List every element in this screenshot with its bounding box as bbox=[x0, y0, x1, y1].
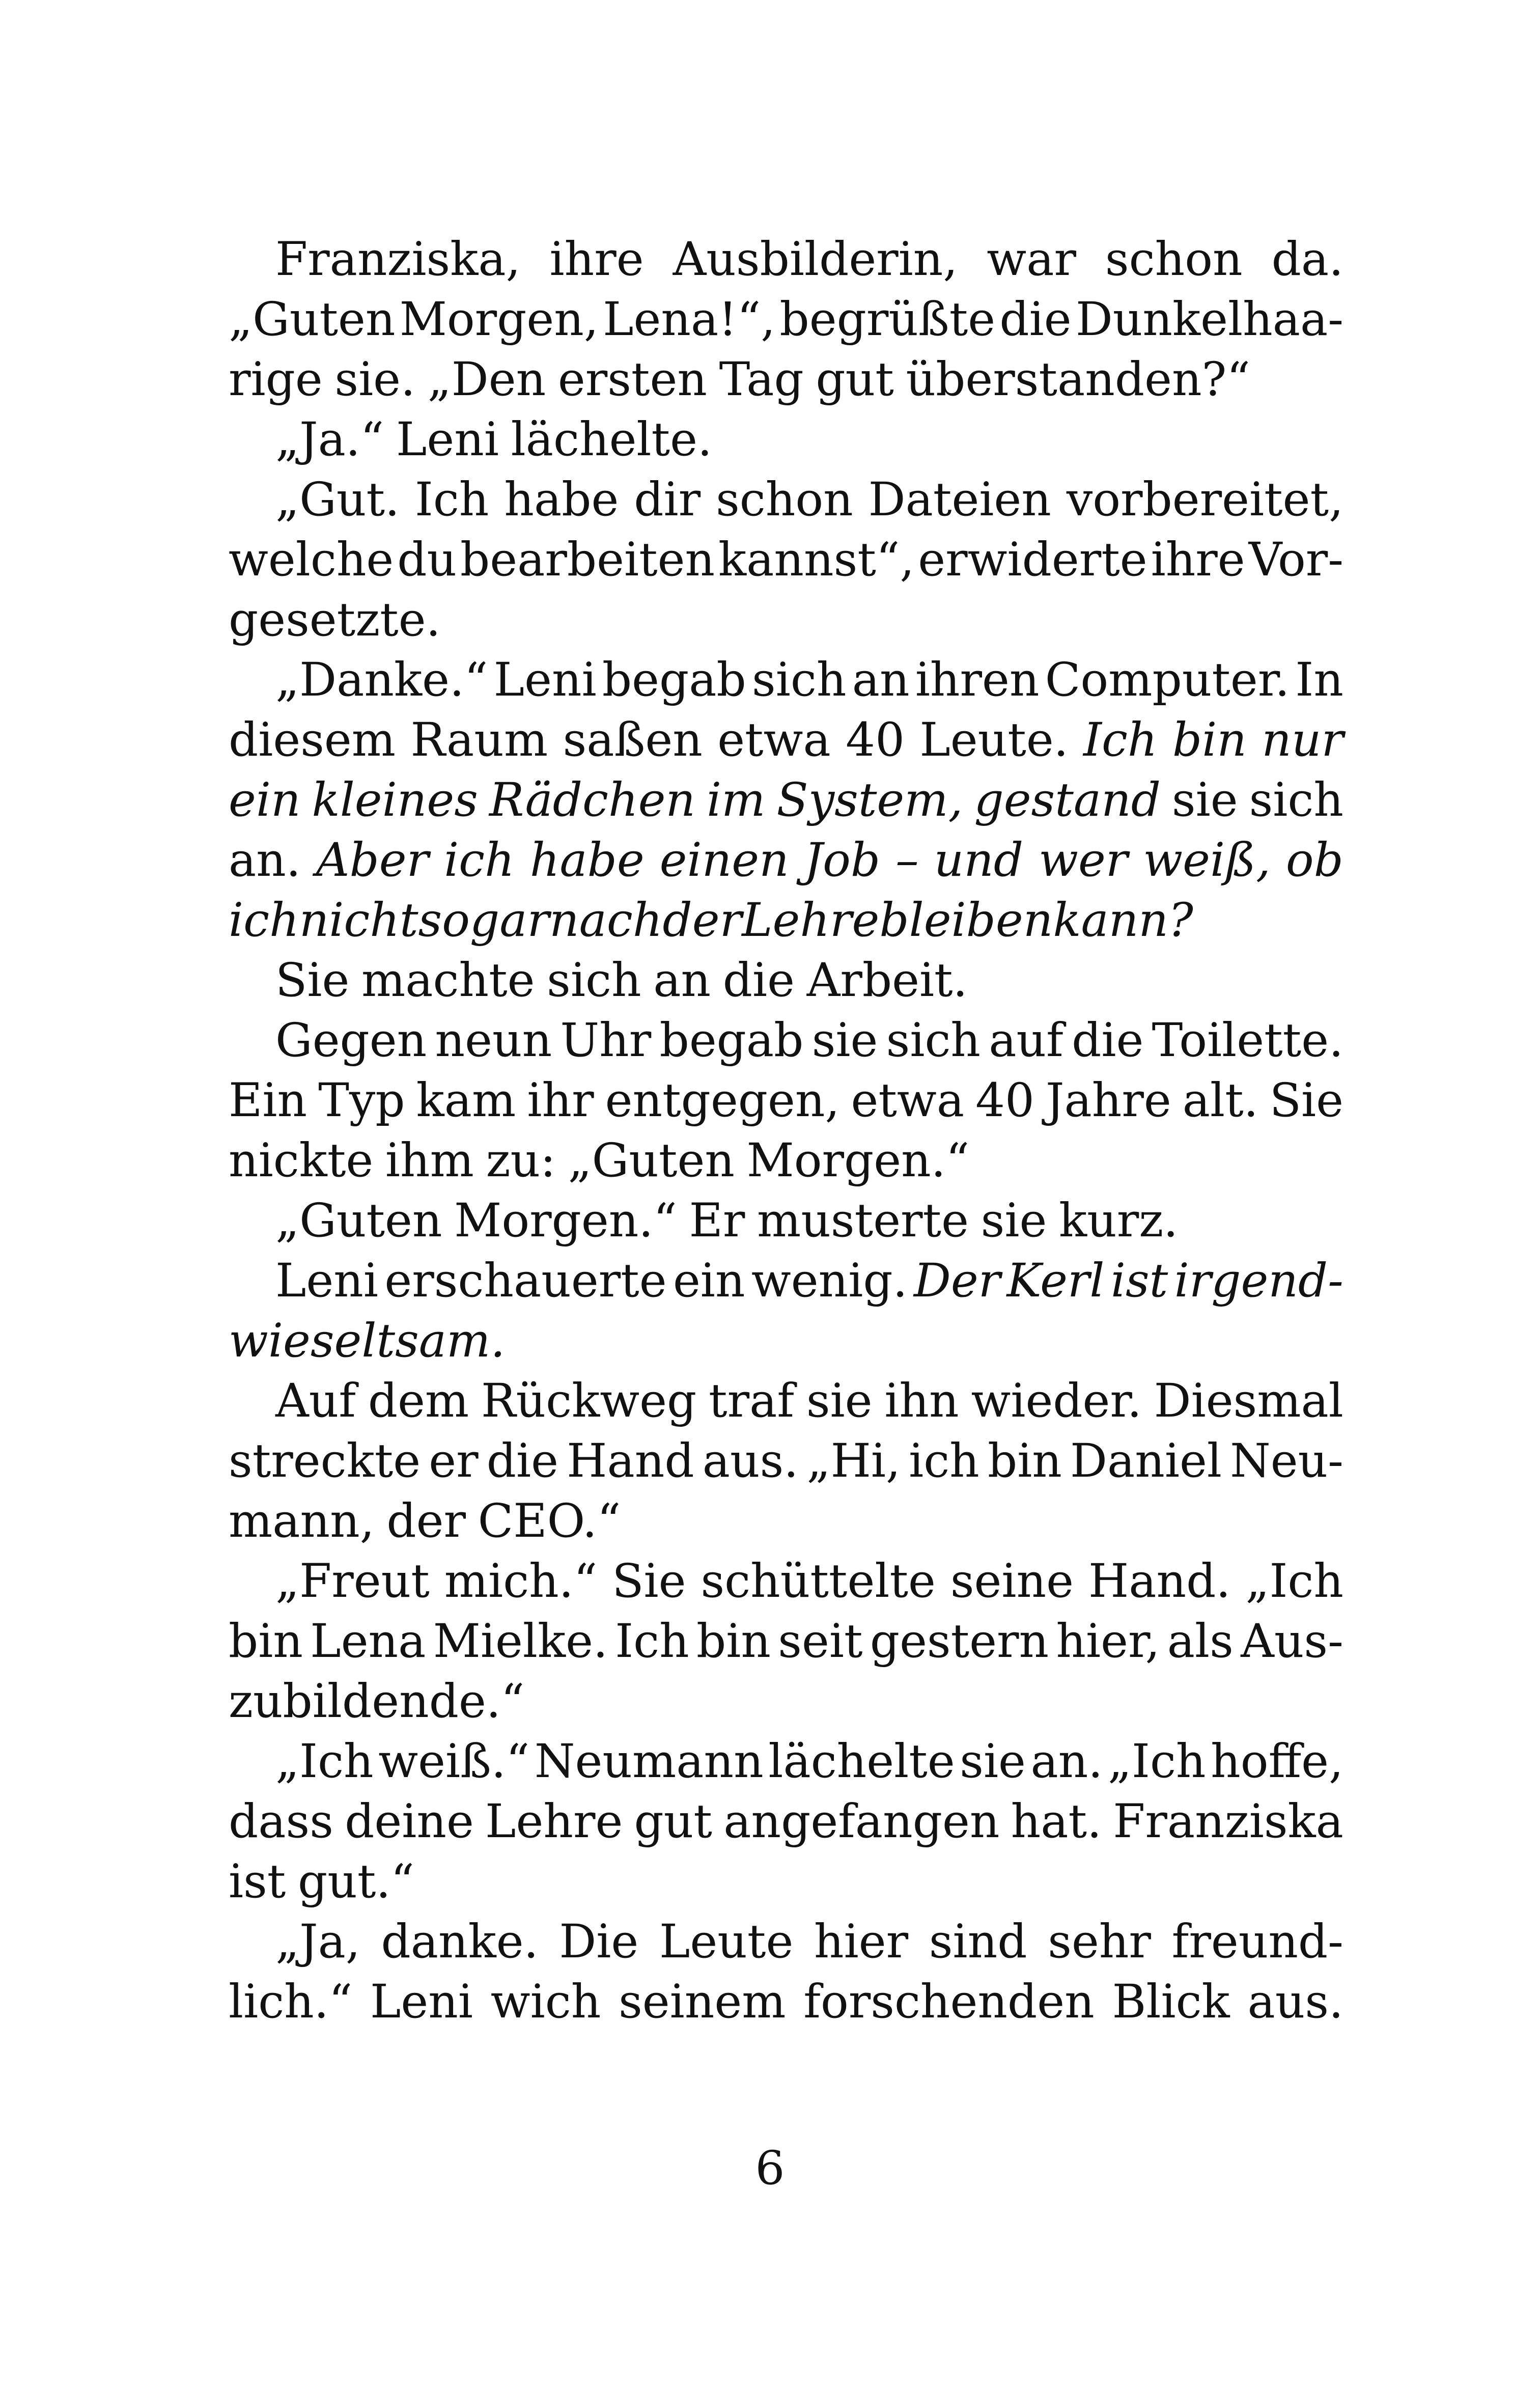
word: als bbox=[1167, 1615, 1234, 1668]
word: „Ich bbox=[275, 1735, 374, 1788]
word: erschauerte bbox=[384, 1254, 667, 1308]
word: ihren bbox=[915, 653, 1040, 707]
word: danke. bbox=[381, 1915, 539, 1969]
word: gut bbox=[634, 1795, 712, 1848]
text-line bbox=[229, 891, 1343, 951]
word: nickte bbox=[229, 1134, 374, 1187]
text-line bbox=[229, 951, 1343, 1011]
word: seinem bbox=[619, 1975, 786, 2029]
word: Uhr bbox=[560, 1014, 652, 1067]
word: Gegen bbox=[275, 1014, 427, 1067]
word: Lehre bbox=[742, 894, 880, 947]
word: du bbox=[397, 533, 457, 587]
word: ist bbox=[229, 1855, 286, 1908]
word: „Guten bbox=[568, 1134, 735, 1187]
word: „Gut. bbox=[275, 473, 400, 527]
word: sie bbox=[806, 1374, 873, 1428]
word: einen bbox=[659, 834, 789, 887]
word: Typ bbox=[318, 1074, 405, 1127]
word: hoffe, bbox=[1211, 1735, 1343, 1788]
word: dass bbox=[229, 1795, 333, 1848]
word: Daniel bbox=[1070, 1434, 1222, 1488]
word: neun bbox=[435, 1014, 552, 1067]
text-line bbox=[229, 1071, 1343, 1131]
word: Lehre bbox=[485, 1795, 623, 1848]
word: an bbox=[653, 954, 711, 1007]
text-line bbox=[229, 1011, 1343, 1071]
word: bin bbox=[987, 1434, 1062, 1488]
word: Ich bbox=[414, 473, 489, 527]
word: mann, bbox=[229, 1494, 375, 1548]
word: kurz. bbox=[1058, 1194, 1179, 1248]
word: Morgen.“ bbox=[746, 1134, 970, 1187]
word: Leni bbox=[396, 413, 499, 466]
word: wer bbox=[1039, 834, 1128, 887]
word: musterte bbox=[757, 1194, 969, 1248]
word: ihre bbox=[549, 233, 644, 286]
word: weiß, bbox=[1143, 834, 1271, 887]
word: und bbox=[934, 834, 1024, 887]
word: Leni bbox=[275, 1254, 378, 1308]
word: ich bbox=[909, 1434, 979, 1488]
word: Kerl bbox=[1006, 1254, 1105, 1308]
text-line bbox=[229, 1792, 1343, 1852]
word: ob bbox=[1285, 834, 1343, 887]
word: Dunkelhaa- bbox=[1075, 293, 1343, 346]
word: freund- bbox=[1171, 1915, 1343, 1969]
text-line bbox=[229, 1491, 1343, 1552]
word: begab bbox=[602, 653, 746, 707]
word: ich bbox=[444, 834, 515, 887]
word: kannst“, bbox=[718, 533, 915, 587]
text-line bbox=[229, 1912, 1343, 1972]
text-line bbox=[229, 1191, 1343, 1251]
word: irgend- bbox=[1174, 1254, 1343, 1308]
text-line bbox=[229, 1972, 1343, 2032]
word: an. bbox=[1030, 1735, 1103, 1788]
word: Vor- bbox=[1248, 533, 1343, 587]
word: Neu- bbox=[1230, 1434, 1343, 1488]
word: Auf bbox=[275, 1374, 356, 1428]
word: dir bbox=[634, 473, 701, 527]
word: Ein bbox=[229, 1074, 307, 1127]
word: war bbox=[987, 233, 1076, 286]
word: sich bbox=[547, 954, 641, 1007]
text-line bbox=[229, 830, 1343, 891]
word: Die bbox=[559, 1915, 639, 1969]
word: schon bbox=[1105, 233, 1243, 286]
word: Der bbox=[913, 1254, 1001, 1308]
word: „Freut bbox=[275, 1555, 430, 1608]
word: „Guten bbox=[229, 293, 396, 346]
body-text bbox=[229, 230, 1343, 2032]
page-number: 6 bbox=[755, 2142, 785, 2195]
word: Franziska, bbox=[275, 233, 521, 286]
word: nach bbox=[549, 894, 663, 947]
word: ihn bbox=[884, 1374, 959, 1428]
text-line bbox=[229, 1311, 1343, 1371]
word: schon bbox=[716, 473, 853, 527]
word: im bbox=[707, 773, 766, 827]
word: Franziska bbox=[1113, 1795, 1343, 1848]
word: gut bbox=[816, 353, 894, 406]
word: ersten bbox=[557, 353, 707, 406]
word: ihm bbox=[385, 1134, 474, 1187]
word: ein bbox=[229, 773, 301, 827]
word: machte bbox=[361, 954, 535, 1007]
word: nur bbox=[1262, 713, 1343, 767]
word: weiß.“ bbox=[378, 1735, 530, 1788]
text-line bbox=[229, 1672, 1343, 1732]
word: welche bbox=[229, 533, 394, 587]
word: lächelte bbox=[768, 1735, 955, 1788]
word: sich bbox=[1249, 773, 1343, 827]
word: saßen bbox=[563, 713, 703, 767]
word: traf bbox=[709, 1374, 795, 1428]
word: bin bbox=[696, 1615, 771, 1668]
word: seit bbox=[778, 1615, 863, 1668]
text-line bbox=[229, 470, 1343, 530]
text-line bbox=[229, 1852, 1343, 1912]
word: vorbereitet, bbox=[1066, 473, 1343, 527]
word: die bbox=[486, 1434, 559, 1488]
word: ihr bbox=[527, 1074, 594, 1127]
word: kam bbox=[416, 1074, 516, 1127]
word: bin bbox=[229, 1615, 303, 1668]
word: Dateien bbox=[868, 473, 1051, 527]
word: diesem bbox=[229, 713, 396, 767]
word: wich bbox=[490, 1975, 601, 2029]
text-line bbox=[229, 1431, 1343, 1491]
word: bleiben bbox=[879, 894, 1053, 947]
text-line bbox=[229, 1251, 1343, 1311]
word: hier bbox=[814, 1915, 909, 1969]
word: Er bbox=[689, 1194, 745, 1248]
word: Sie bbox=[612, 1555, 686, 1608]
word: Raum bbox=[410, 713, 548, 767]
word: 40 bbox=[846, 713, 905, 767]
word: Neumann bbox=[534, 1735, 764, 1788]
word: er bbox=[429, 1434, 479, 1488]
word: hat. bbox=[1011, 1795, 1102, 1848]
word: etwa bbox=[851, 1074, 965, 1127]
word: sie bbox=[960, 1735, 1026, 1788]
word: Jahre bbox=[1046, 1074, 1171, 1127]
word: „Danke.“ bbox=[275, 653, 488, 707]
word: rige bbox=[229, 353, 323, 406]
word: erwiderte bbox=[918, 533, 1147, 587]
word: überstanden?“ bbox=[906, 353, 1250, 406]
word: der bbox=[662, 894, 742, 947]
word: Toilette. bbox=[1152, 1014, 1343, 1067]
word: Arbeit. bbox=[806, 954, 968, 1007]
text-line bbox=[229, 1371, 1343, 1431]
word: sie. bbox=[334, 353, 415, 406]
word: kann? bbox=[1053, 894, 1193, 947]
word: an bbox=[852, 653, 910, 707]
word: kleines bbox=[312, 773, 478, 827]
text-line bbox=[229, 1612, 1343, 1672]
word: ihre bbox=[1151, 533, 1245, 587]
word: seine bbox=[950, 1555, 1074, 1608]
text-line bbox=[229, 230, 1343, 290]
word: 40 bbox=[975, 1074, 1034, 1127]
word: die bbox=[999, 293, 1072, 346]
word: an. bbox=[229, 834, 301, 887]
word: Leni bbox=[370, 1975, 473, 2029]
text-line bbox=[229, 290, 1343, 350]
word: sich bbox=[886, 1014, 981, 1067]
word: bearbeiten bbox=[460, 533, 715, 587]
word: Blick bbox=[1112, 1975, 1230, 2029]
word: die bbox=[1072, 1014, 1144, 1067]
text-line bbox=[229, 1552, 1343, 1612]
word: sich bbox=[752, 653, 847, 707]
word: habe bbox=[504, 473, 619, 527]
text-line bbox=[229, 770, 1343, 830]
word: entgegen, bbox=[605, 1074, 840, 1127]
word: gut.“ bbox=[298, 1855, 414, 1908]
word: sehr bbox=[1048, 1915, 1151, 1969]
text-line bbox=[229, 590, 1343, 650]
word: Aber bbox=[316, 834, 429, 887]
word: In bbox=[1295, 653, 1343, 707]
word: der bbox=[386, 1494, 466, 1548]
word: gesetzte. bbox=[229, 593, 441, 647]
word: Ich bbox=[1083, 713, 1158, 767]
word: Sie bbox=[275, 954, 350, 1007]
word: da. bbox=[1271, 233, 1343, 286]
word: Aus- bbox=[1241, 1615, 1343, 1668]
word: Morgen.“ bbox=[454, 1194, 677, 1248]
word: Job bbox=[804, 834, 881, 887]
word: sie bbox=[1171, 773, 1238, 827]
word: „Ich bbox=[1245, 1555, 1343, 1608]
word: „Ich bbox=[1107, 1735, 1206, 1788]
word: sind bbox=[929, 1915, 1027, 1969]
word: ein bbox=[673, 1254, 745, 1308]
word: begab bbox=[659, 1014, 804, 1067]
word: „Ja, bbox=[275, 1915, 360, 1969]
word: seltsam. bbox=[310, 1314, 506, 1368]
word: „Guten bbox=[275, 1194, 442, 1248]
word: deine bbox=[345, 1795, 474, 1848]
word: gestand bbox=[974, 773, 1161, 827]
word: Lena bbox=[310, 1615, 426, 1668]
word: lich.“ bbox=[229, 1975, 353, 2029]
word: lächelte. bbox=[511, 413, 712, 466]
word: wenig. bbox=[751, 1254, 908, 1308]
text-line bbox=[229, 650, 1343, 710]
word: mich.“ bbox=[444, 1555, 598, 1608]
word: begrüßte bbox=[779, 293, 996, 346]
word: sie bbox=[811, 1014, 878, 1067]
word: Ich bbox=[615, 1615, 689, 1668]
word: Leute bbox=[659, 1915, 794, 1969]
word: wieder. bbox=[971, 1374, 1142, 1428]
word: Tag bbox=[719, 353, 804, 406]
word: Rückweg bbox=[481, 1374, 697, 1428]
word: zubildende.“ bbox=[229, 1675, 525, 1728]
word: hier, bbox=[1056, 1615, 1160, 1668]
word: habe bbox=[529, 834, 645, 887]
word: „Ja.“ bbox=[275, 413, 384, 466]
word: Sie bbox=[1269, 1074, 1343, 1127]
word: Morgen, bbox=[399, 293, 599, 346]
word: gestern bbox=[870, 1615, 1049, 1668]
word: alt. bbox=[1182, 1074, 1258, 1127]
text-line bbox=[229, 410, 1343, 470]
word: Leute. bbox=[919, 713, 1069, 767]
word: Rädchen bbox=[489, 773, 696, 827]
word: zu: bbox=[486, 1134, 556, 1187]
word: dem bbox=[368, 1374, 469, 1428]
word: die bbox=[722, 954, 795, 1007]
word: „Hi, bbox=[806, 1434, 901, 1488]
word: Hand. bbox=[1088, 1555, 1231, 1608]
word: sie bbox=[981, 1194, 1047, 1248]
word: CEO.“ bbox=[478, 1494, 621, 1548]
word: aus. bbox=[1247, 1975, 1343, 2029]
word: Mielke. bbox=[433, 1615, 608, 1668]
word: sogar bbox=[418, 894, 550, 947]
word: wie bbox=[229, 1314, 311, 1368]
word: Hand bbox=[567, 1434, 694, 1488]
word: schüttelte bbox=[701, 1555, 936, 1608]
word: Diesmal bbox=[1154, 1374, 1343, 1428]
text-line bbox=[229, 710, 1343, 770]
text-line bbox=[229, 350, 1343, 410]
word: Lena!“, bbox=[603, 293, 776, 346]
word: streckte bbox=[229, 1434, 421, 1488]
word: Computer. bbox=[1045, 653, 1290, 707]
word: etwa bbox=[717, 713, 831, 767]
word: System, bbox=[776, 773, 963, 827]
word: ich bbox=[229, 894, 299, 947]
word: angefangen bbox=[723, 1795, 1000, 1848]
word: auf bbox=[989, 1014, 1063, 1067]
word: „Den bbox=[427, 353, 546, 406]
word: nicht bbox=[299, 894, 418, 947]
text-line bbox=[229, 530, 1343, 590]
word: forschenden bbox=[803, 1975, 1095, 2029]
word: aus. bbox=[702, 1434, 799, 1488]
text-line bbox=[229, 1732, 1343, 1792]
word: bin bbox=[1172, 713, 1247, 767]
word: Leni bbox=[493, 653, 597, 707]
word: ist bbox=[1110, 1254, 1168, 1308]
text-line bbox=[229, 1131, 1343, 1191]
word: Ausbilderin, bbox=[673, 233, 958, 286]
word: – bbox=[895, 834, 919, 887]
